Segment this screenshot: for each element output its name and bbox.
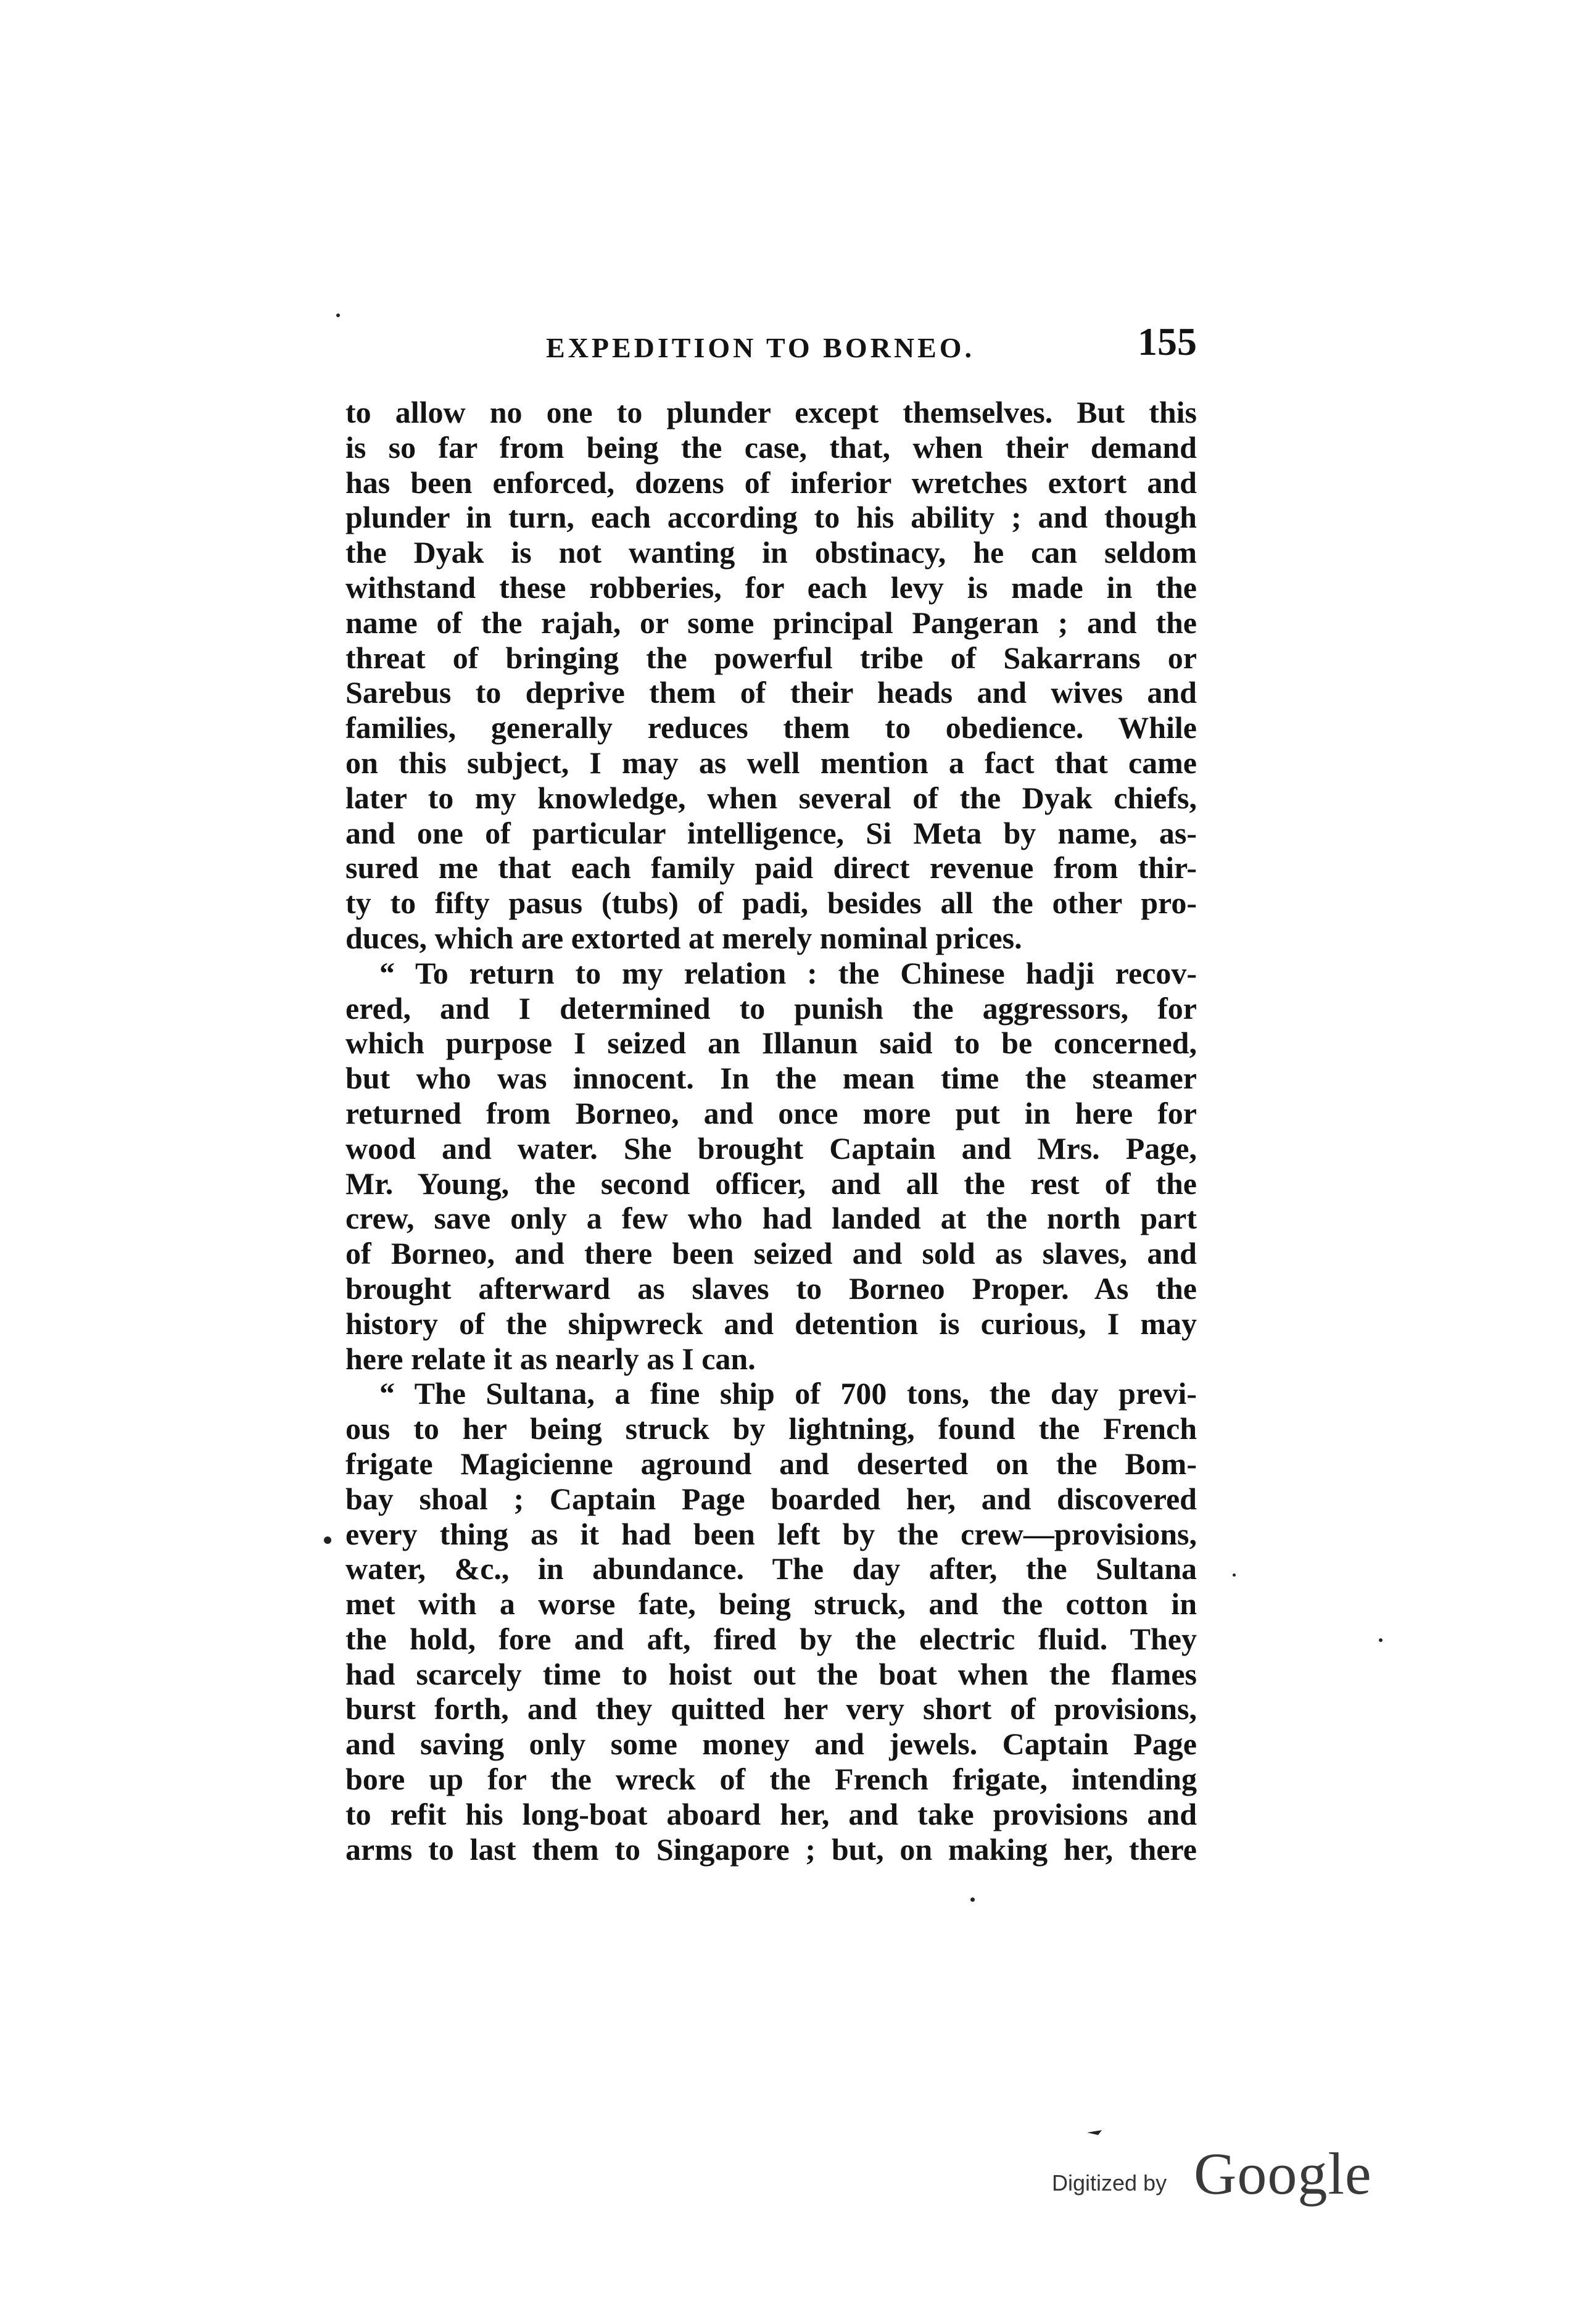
text-line: to allow no one to plunder except themselves. But this bbox=[345, 395, 1197, 429]
text-line: on this subject, I may as well mention a fact that came bbox=[345, 745, 1197, 780]
page-number: 155 bbox=[1138, 320, 1197, 363]
text-line: the hold, fore and aft, fired by the electric fluid. They bbox=[345, 1621, 1197, 1656]
digitized-by-label: Digitized by bbox=[1052, 2170, 1167, 2196]
text-line: plunder in turn, each according to his ability ; and though bbox=[345, 500, 1197, 535]
text-line: wood and water. She brought Captain and Mrs. Page, bbox=[345, 1130, 1197, 1166]
digitized-by-google-watermark bbox=[1052, 2138, 1397, 2206]
text-line: “ The Sultana, a fine ship of 700 tons, the day previ- bbox=[379, 1376, 1197, 1411]
running-title: EXPEDITION TO BORNEO. bbox=[546, 332, 975, 363]
text-line: bay shoal ; Captain Page boarded her, and discovered bbox=[345, 1481, 1197, 1516]
text-line: and saving only some money and jewels. Captain Page bbox=[345, 1727, 1197, 1762]
logo-mark-icon bbox=[1086, 2129, 1104, 2136]
text-line: ered, and I determined to punish the aggressors, for bbox=[345, 990, 1197, 1026]
text-line: had scarcely time to hoist out the boat when the flames bbox=[345, 1656, 1197, 1691]
text-line: every thing as it had been left by the crew—provisions, bbox=[345, 1516, 1197, 1551]
ink-speck bbox=[970, 1897, 975, 1902]
running-head bbox=[345, 318, 1209, 373]
text-line: sured me that each family paid direct revenue from thir- bbox=[345, 850, 1197, 885]
ink-speck bbox=[1379, 1638, 1383, 1642]
text-line: threat of bringing the powerful tribe of Sakarrans or bbox=[345, 640, 1197, 675]
text-line: “ To return to my relation : the Chinese hadji recov- bbox=[379, 955, 1197, 990]
text-line: and one of particular intelligence, Si Meta by name, as- bbox=[345, 815, 1197, 850]
text-line: to refit his long-boat aboard her, and take provisions and bbox=[345, 1796, 1197, 1831]
text-line: the Dyak is not wanting in obstinacy, he can seldom bbox=[345, 535, 1197, 570]
text-line: met with a worse fate, being struck, and the cotton in bbox=[345, 1586, 1197, 1622]
text-line: has been enforced, dozens of inferior wretches extort and bbox=[345, 465, 1197, 500]
text-line: returned from Borneo, and once more put in here for bbox=[345, 1095, 1197, 1130]
text-line: here relate it as nearly as I can. bbox=[345, 1341, 756, 1376]
text-line: frigate Magicienne aground and deserted on the Bom- bbox=[345, 1446, 1197, 1481]
google-logo: Google bbox=[1194, 2141, 1372, 2207]
text-line: brought afterward as slaves to Borneo Proper. As the bbox=[345, 1271, 1197, 1306]
text-line: ty to fifty pasus (tubs) of padi, besides all the other pro- bbox=[345, 885, 1197, 921]
text-line: duces, which are extorted at merely nominal prices. bbox=[345, 920, 1022, 955]
text-line: name of the rajah, or some principal Pangeran ; and the bbox=[345, 605, 1197, 640]
ink-speck bbox=[336, 313, 340, 317]
text-line: families, generally reduces them to obedience. While bbox=[345, 710, 1197, 745]
text-line: arms to last them to Singapore ; but, on making her, there bbox=[345, 1831, 1197, 1867]
text-line: history of the shipwreck and detention is curious, I may bbox=[345, 1306, 1197, 1341]
margin-bullet bbox=[324, 1536, 331, 1544]
text-line: burst forth, and they quitted her very short of provisions, bbox=[345, 1691, 1197, 1727]
text-line: which purpose I seized an Illanun said to be concerned, bbox=[345, 1026, 1197, 1061]
text-line: later to my knowledge, when several of the Dyak chiefs, bbox=[345, 780, 1197, 815]
text-line: of Borneo, and there been seized and sold as slaves, and bbox=[345, 1236, 1197, 1271]
text-line: but who was innocent. In the mean time the steamer bbox=[345, 1061, 1197, 1096]
text-line: is so far from being the case, that, when their demand bbox=[345, 429, 1197, 465]
ink-speck bbox=[1233, 1574, 1236, 1577]
text-line: crew, save only a few who had landed at the north part bbox=[345, 1201, 1197, 1236]
text-line: water, &c., in abundance. The day after, the Sultana bbox=[345, 1551, 1197, 1586]
text-line: withstand these robberies, for each levy is made in the bbox=[345, 570, 1197, 605]
body-text bbox=[345, 395, 1197, 1867]
text-line: ous to her being struck by lightning, found the French bbox=[345, 1411, 1197, 1446]
text-line: bore up for the wreck of the French frigate, intending bbox=[345, 1762, 1197, 1797]
text-line: Sarebus to deprive them of their heads and wives and bbox=[345, 675, 1197, 710]
text-line: Mr. Young, the second officer, and all the rest of the bbox=[345, 1166, 1197, 1201]
